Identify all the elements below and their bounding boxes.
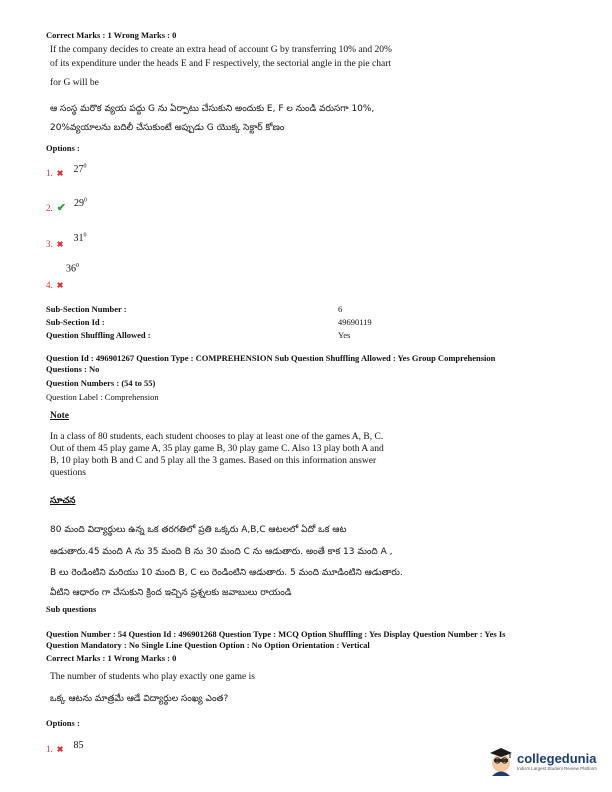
comprehension-header-line1: Question Id : 496901267 Question Type : COMPREHENSION Sub Question Shuffling Allowed : Yes Group Comprehension bbox=[46, 353, 496, 363]
q54-marks: Correct Marks : 1 Wrong Marks : 0 bbox=[46, 653, 177, 663]
q53-text-te-line2: 20%వ్యయాలను బదిలీ చేసుకుంటే అప్పుడు G యొక్క సెక్టార్ కోణం bbox=[50, 123, 285, 133]
sub-questions-label: Sub questions bbox=[46, 604, 97, 614]
option-value: 270 bbox=[73, 163, 87, 175]
option-number: 1. bbox=[46, 744, 53, 754]
note-heading-te: సూచన bbox=[50, 496, 76, 506]
para-te-line4: వీటిని ఆధారం గా చేసుకుని క్రింద ఇచ్చిన ప్రశ్నలకు జవాబులు రాయండి bbox=[50, 588, 292, 598]
para-te-line2: ఆడుతారు.45 మంది A ను 35 మంది B ను 30 మంది C ను ఆడుతారు. అంతే కాక 13 మంది A , bbox=[50, 547, 393, 557]
q53-option-2[interactable] bbox=[46, 198, 87, 216]
q54-options-label: Options : bbox=[46, 718, 80, 728]
option-number: 4. bbox=[46, 280, 53, 290]
option-number: 3. bbox=[46, 239, 53, 249]
note-heading-en: Note bbox=[50, 411, 69, 421]
subsection-number-label: Sub-Section Number : bbox=[46, 304, 127, 314]
q54-header-line2: Question Mandatory : No Single Line Question Option : No Option Orientation : Vertical bbox=[46, 640, 370, 650]
q54-text-te: ఒక్క ఆటను మాత్రమే ఆడే విద్యార్థుల సంఖ్య ఎంత? bbox=[50, 694, 229, 704]
comprehension-header-line2: Questions : No bbox=[46, 364, 100, 374]
cross-icon: ✖ bbox=[56, 169, 64, 178]
para-en-line4: questions bbox=[50, 468, 86, 478]
option-value: 310 bbox=[73, 232, 87, 244]
check-icon: ✔ bbox=[56, 202, 66, 214]
brand-name: collegedunia bbox=[517, 751, 597, 766]
option-number: 2. bbox=[46, 203, 53, 213]
subsection-shuffle-value: Yes bbox=[338, 330, 351, 340]
q53-text-en-line1: If the company decides to create an extra head of account G by transferring 10% and 20% bbox=[50, 45, 392, 55]
subsection-id-value: 49690119 bbox=[338, 317, 372, 327]
q54-text-en: The number of students who play exactly one game is bbox=[50, 672, 255, 682]
q53-text-en-line2: of its expenditure under the heads E and F respectively, the sectorial angle in the pie chart bbox=[50, 59, 391, 69]
para-en-line1: In a class of 80 students, each student chooses to play at least one of the games A, B, C. bbox=[50, 432, 384, 442]
brand-tagline: India's Largest Student Review Platform bbox=[517, 766, 597, 771]
subsection-shuffle-label: Question Shuffling Allowed : bbox=[46, 330, 151, 340]
q53-option-4[interactable] bbox=[46, 275, 63, 293]
q53-text-te-line1: ఆ సంస్థ మరొక వ్యయ పద్దు G ను ఏర్పాటు చేసుకుని అందుకు E, F ల నుండి వరుసగా 10%, bbox=[50, 104, 375, 114]
cross-icon: ✖ bbox=[56, 745, 64, 754]
subsection-id-label: Sub-Section Id : bbox=[46, 317, 105, 327]
subsection-number-value: 6 bbox=[338, 304, 343, 314]
comprehension-numbers: Question Numbers : (54 to 55) bbox=[46, 378, 156, 388]
q53-text-en-line3: for G will be bbox=[50, 78, 99, 88]
q53-option-1[interactable] bbox=[46, 163, 86, 181]
q54-header-line1: Question Number : 54 Question Id : 496901268 Question Type : MCQ Option Shuffling : Yes Display Question Number : Yes Is bbox=[46, 629, 506, 639]
cross-icon: ✖ bbox=[56, 240, 64, 249]
q53-option-4-value: $36^0$ bbox=[66, 263, 79, 275]
q54-option-1[interactable] bbox=[46, 739, 83, 757]
brand-logo bbox=[488, 746, 597, 776]
para-en-line3: B, 10 play both B and C and 5 play all the 3 games. Based on this information answer bbox=[50, 456, 377, 466]
para-en-line2: Out of them 45 play game A, 35 play game B, 30 play game C. Also 13 play both A and bbox=[50, 444, 384, 454]
para-te-line1: 80 మంది విద్యార్థులు ఉన్న ఒక తరగతిలో ప్రతి ఒక్కరు A,B,C ఆటలలో ఏదో ఒక ఆట bbox=[50, 525, 347, 535]
q53-options-label: Options : bbox=[46, 143, 80, 153]
option-value: 85 bbox=[73, 740, 84, 751]
graduate-avatar-icon bbox=[488, 746, 514, 776]
q53-marks: Correct Marks : 1 Wrong Marks : 0 bbox=[46, 30, 177, 40]
para-te-line3: B లు రెండింటిని మరియు 10 మంది B, C లు రెండింటిని ఆడుతారు. 5 మంది మూడింటిని ఆడుతారు. bbox=[50, 568, 403, 578]
cross-icon: ✖ bbox=[56, 281, 64, 290]
q53-option-3[interactable] bbox=[46, 234, 86, 252]
comprehension-label: Question Label : Comprehension bbox=[46, 392, 159, 402]
option-number: 1. bbox=[46, 168, 53, 178]
option-value: 290 bbox=[73, 197, 87, 209]
